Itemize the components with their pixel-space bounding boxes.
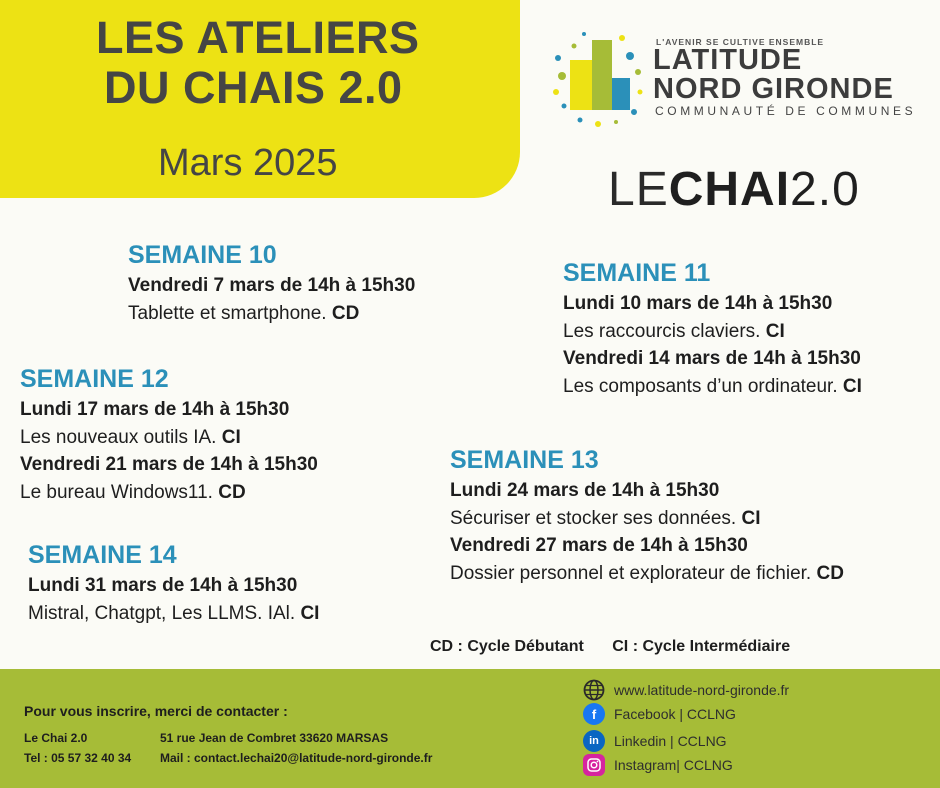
- session-date: Lundi 17 mars de 14h à 15h30: [20, 399, 290, 420]
- title-banner: [0, 0, 520, 198]
- session-topic: Sécuriser et stocker ses données.: [450, 507, 742, 529]
- session-date: Vendredi 27 mars de 14h à 15h30: [450, 535, 748, 556]
- title-line-1: LES ATELIERS: [96, 12, 420, 63]
- session-topic-line: [128, 300, 415, 328]
- contact-footer: [0, 669, 940, 788]
- level-legend: [430, 638, 814, 656]
- session-topic-line: [28, 600, 319, 628]
- session-date: Vendredi 14 mars de 14h à 15h30: [563, 348, 861, 369]
- session-level: CD: [331, 302, 360, 324]
- session-level: CI: [221, 426, 241, 448]
- session-topic: Tablette et smartphone.: [128, 302, 332, 324]
- session-topic-line: [563, 318, 862, 346]
- session-date: Lundi 10 mars de 14h à 15h30: [563, 293, 833, 314]
- facebook-icon: f: [583, 703, 605, 725]
- month-label: Mars 2025: [158, 142, 338, 184]
- session-level: CD: [218, 481, 246, 503]
- session-level: CI: [741, 507, 761, 529]
- week-14-block: [28, 538, 319, 627]
- week-title: SEMAINE 10: [128, 241, 277, 269]
- contact-place: Le Chai 2.0: [24, 731, 88, 745]
- session-topic: Les raccourcis claviers.: [563, 320, 766, 342]
- contact-phone: Tel : 05 57 32 40 34: [24, 751, 132, 765]
- logo-name-line-3: COMMUNAUTÉ DE COMMUNES: [655, 104, 917, 118]
- session-date: Vendredi 7 mars de 14h à 15h30: [128, 275, 416, 296]
- session-date: Lundi 24 mars de 14h à 15h30: [450, 480, 720, 501]
- legend-cd: CD : Cycle Débutant: [430, 638, 584, 655]
- facebook-link[interactable]: [583, 703, 736, 725]
- session-topic-line: [450, 560, 844, 588]
- session-topic: Le bureau Windows11.: [20, 481, 219, 503]
- session-level: CI: [842, 375, 862, 397]
- instagram-link[interactable]: [583, 754, 733, 776]
- week-12-block: [20, 362, 318, 506]
- week-title: SEMAINE 13: [450, 446, 599, 474]
- lechai-logo-le: LE: [608, 163, 669, 216]
- week-11-block: [563, 256, 862, 400]
- contact-mail[interactable]: Mail : contact.lechai20@latitude-nord-gironde.fr: [160, 751, 433, 765]
- session-topic: Les nouveaux outils IA.: [20, 426, 222, 448]
- latitude-logo-art: [550, 28, 650, 137]
- logo-tagline: L'AVENIR SE CULTIVE ENSEMBLE: [656, 37, 825, 47]
- facebook-label: Facebook | CCLNG: [614, 706, 736, 722]
- session-topic-line: [450, 505, 844, 533]
- lechai-logo: [608, 165, 860, 215]
- week-title: SEMAINE 11: [563, 259, 711, 287]
- session-date: Lundi 31 mars de 14h à 15h30: [28, 575, 298, 596]
- lechai-logo-chai: CHAI: [668, 163, 791, 216]
- week-13-block: [450, 443, 844, 587]
- linkedin-icon: in: [583, 730, 605, 752]
- instagram-label: Instagram| CCLNG: [614, 757, 733, 773]
- linkedin-link[interactable]: [583, 730, 727, 752]
- linkedin-label: Linkedin | CCLNG: [614, 733, 727, 749]
- instagram-icon: [583, 754, 605, 776]
- title-line-2: DU CHAIS 2.0: [104, 62, 403, 113]
- session-topic: Les composants d’un ordinateur.: [563, 375, 843, 397]
- week-title: SEMAINE 12: [20, 365, 169, 393]
- logo-name-line-1: LATITUDE: [653, 44, 803, 76]
- website-label: www.latitude-nord-gironde.fr: [614, 682, 790, 698]
- session-level: CI: [300, 602, 320, 624]
- contact-heading: Pour vous inscrire, merci de contacter :: [24, 703, 288, 719]
- session-topic-line: [563, 373, 862, 401]
- session-topic: Dossier personnel et explorateur de fichier.: [450, 562, 817, 584]
- logo-name-line-2: NORD GIRONDE: [653, 73, 894, 105]
- session-topic-line: [20, 424, 318, 452]
- lechai-logo-version: 2.0: [790, 163, 860, 216]
- week-10-block: [128, 238, 415, 327]
- legend-ci: CI : Cycle Intermédiaire: [612, 638, 791, 655]
- session-topic: Mistral, Chatgpt, Les LLMS. IAl.: [28, 602, 301, 624]
- week-title: SEMAINE 14: [28, 541, 177, 569]
- session-topic-line: [20, 479, 318, 507]
- contact-address: 51 rue Jean de Combret 33620 MARSAS: [160, 731, 389, 745]
- session-level: CI: [765, 320, 785, 342]
- website-link[interactable]: [583, 679, 789, 701]
- globe-icon: [583, 679, 605, 701]
- session-level: CD: [816, 562, 844, 584]
- session-date: Vendredi 21 mars de 14h à 15h30: [20, 454, 318, 475]
